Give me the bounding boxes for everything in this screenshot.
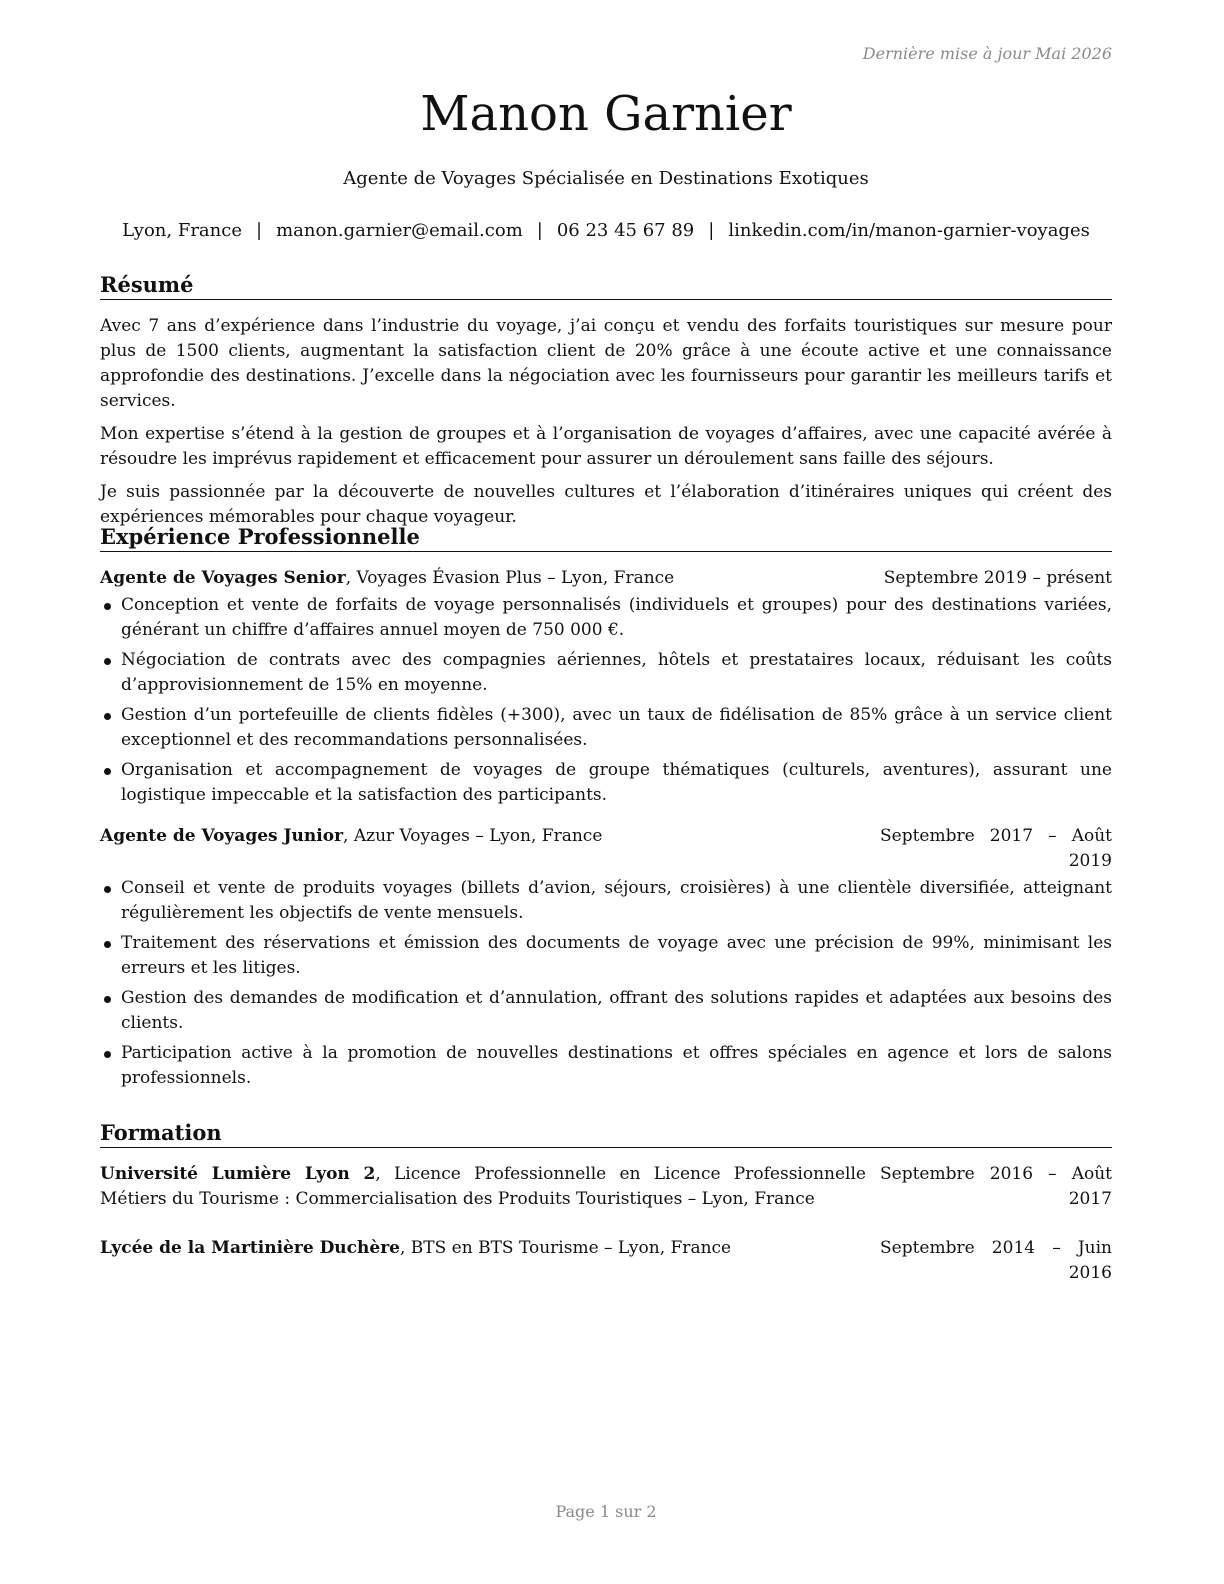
section-title-experience: Expérience Professionnelle (100, 524, 1112, 552)
list-item: Organisation et accompagnement de voyages de groupe thématiques (culturels, aventures), assurant une logistique impeccable et la satisfaction des participants. (100, 758, 1112, 808)
contact-linkedin[interactable]: linkedin.com/in/manon-garnier-voyages (728, 220, 1090, 241)
job-bullets (100, 593, 1112, 808)
job-role: Agente de Voyages Senior (100, 568, 346, 588)
list-item: Gestion d’un portefeuille de clients fidèles (+300), avec un taux de fidélisation de 85% grâce à un service client exceptionnel et des recommandations personnalisées. (100, 703, 1112, 753)
contact-line (100, 218, 1112, 244)
job-header (100, 566, 1112, 591)
job-bullets (100, 876, 1112, 1091)
education-detail: , Licence Professionnelle en Licence Professionnelle Métiers du Tourisme : Commercialisation des Produits Touristiques – Lyon, France (100, 1164, 866, 1209)
experience-section (100, 524, 1112, 1096)
last-updated: Dernière mise à jour Mai 2026 (862, 44, 1112, 63)
candidate-name: Manon Garnier (420, 86, 792, 142)
job-role: Agente de Voyages Junior (100, 826, 344, 846)
list-item: Négociation de contrats avec des compagnies aériennes, hôtels et prestataires locaux, réduisant les coûts d’approvisionnement de 15% en moyenne. (100, 648, 1112, 698)
education-entry (100, 1162, 1112, 1212)
contact-location: Lyon, France (122, 220, 242, 241)
list-item: Participation active à la promotion de nouvelles destinations et offres spéciales en agence et lors de salons professionnels. (100, 1041, 1112, 1091)
education-section (100, 1120, 1112, 1286)
job-dates: Septembre 2019 – présent (883, 568, 1112, 588)
contact-phone[interactable]: 06 23 45 67 89 (556, 220, 695, 241)
page-number: Page 1 sur 2 (555, 1502, 657, 1521)
job-header (100, 824, 1112, 874)
list-item: Conseil et vente de produits voyages (billets d’avion, séjours, croisières) à une clientèle diversifiée, atteignant régulièrement les objectifs de vente mensuels. (100, 876, 1112, 926)
education-entry (100, 1236, 1112, 1286)
contact-separator: | (256, 220, 263, 241)
education-school: Université Lumière Lyon 2 (100, 1164, 376, 1184)
summary-section (100, 272, 1112, 538)
summary-paragraph: Mon expertise s’étend à la gestion de groupes et à l’organisation de voyages d’affaires, avec une capacité avérée à résoudre les imprévus rapidement et efficacement pour assurer un déroulement sans faille des séjours. (100, 424, 1112, 469)
job-company: , Voyages Évasion Plus – Lyon, France (345, 568, 675, 588)
summary-paragraph: Avec 7 ans d’expérience dans l’industrie du voyage, j’ai conçu et vendu des forfaits touristiques sur mesure pour plus de 1500 clients, augmentant la satisfaction client de 20% grâce à une écoute active et une connaissance approfondie des destinations. J’excelle dans la négociation avec les fournisseurs pour garantir les meilleurs tarifs et services. (100, 316, 1112, 411)
job-dates: Septembre 2017 – Août 2019 (880, 826, 1112, 871)
contact-separator: | (536, 220, 543, 241)
contact-separator: | (708, 220, 715, 241)
job-entry (100, 566, 1112, 808)
contact-email[interactable]: manon.garnier@email.com (276, 220, 523, 241)
education-dates: Septembre 2014 – Juin 2016 (880, 1238, 1112, 1283)
list-item: Conception et vente de forfaits de voyage personnalisés (individuels et groupes) pour des destinations variées, générant un chiffre d’affaires annuel moyen de 750 000 €. (100, 593, 1112, 643)
summary-paragraph: Je suis passionnée par la découverte de nouvelles cultures et l’élaboration d’itinéraires uniques qui créent des expériences mémorables pour chaque voyageur. (100, 482, 1112, 527)
education-school: Lycée de la Martinière Duchère (100, 1238, 400, 1258)
job-company: , Azur Voyages – Lyon, France (343, 826, 603, 846)
candidate-tagline: Agente de Voyages Spécialisée en Destinations Exotiques (343, 168, 869, 189)
education-dates: Septembre 2016 – Août 2017 (880, 1164, 1112, 1209)
list-item: Traitement des réservations et émission des documents de voyage avec une précision de 99%, minimisant les erreurs et les litiges. (100, 931, 1112, 981)
resume-page (100, 0, 1112, 1584)
education-detail: , BTS en BTS Tourisme – Lyon, France (399, 1238, 732, 1258)
section-title-summary: Résumé (100, 272, 1112, 300)
list-item: Gestion des demandes de modification et d’annulation, offrant des solutions rapides et adaptées aux besoins des clients. (100, 986, 1112, 1036)
job-entry (100, 824, 1112, 1091)
section-title-education: Formation (100, 1120, 1112, 1148)
